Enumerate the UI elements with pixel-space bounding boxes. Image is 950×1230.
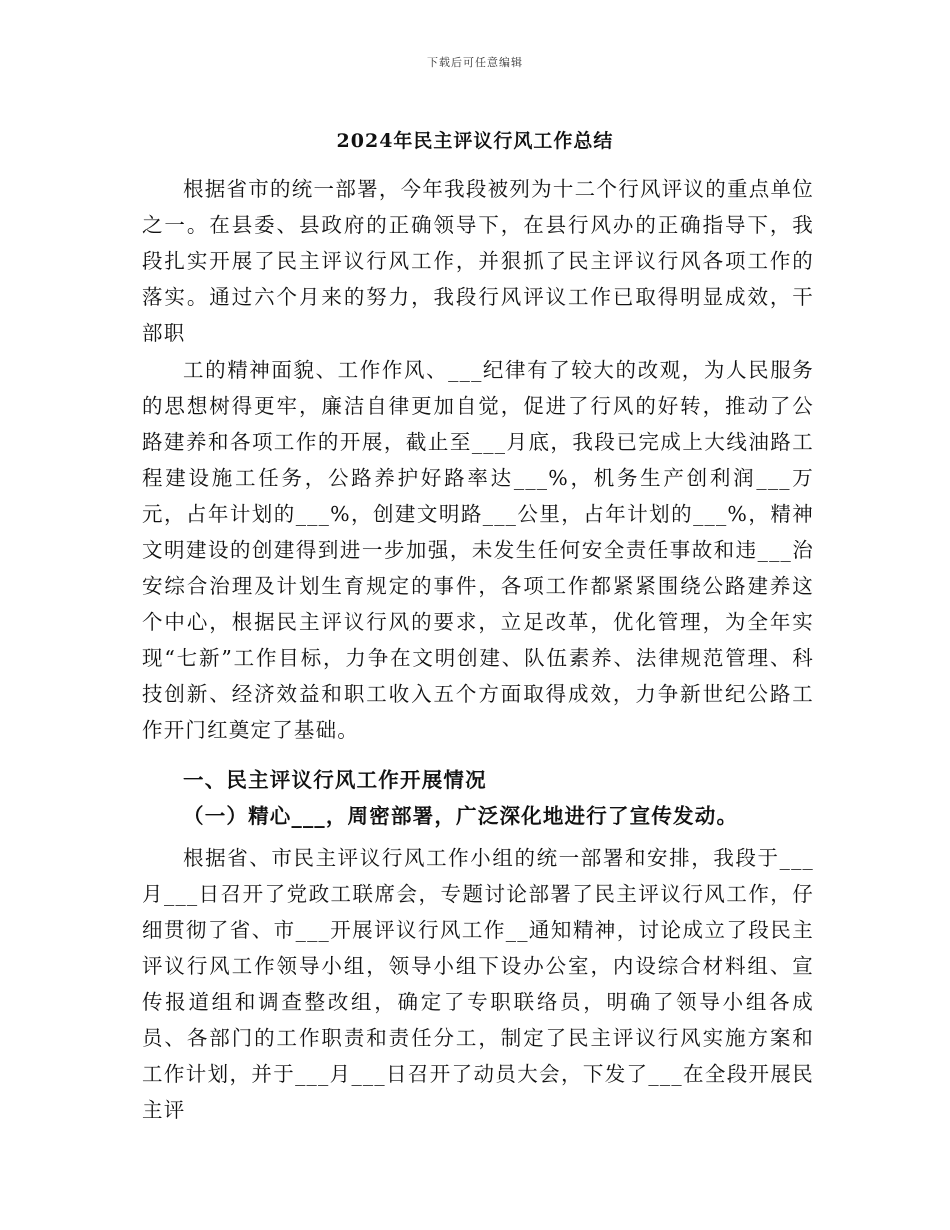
download-note: 下载后可任意编辑 [427,56,523,69]
paragraph-text: 根据省、市民主评议行风工作小组的统一部署和安排，我段于___月___日召开了党政工联席会，专题讨论部署了民主评议行风工作，仔细贯彻了省、市___开展评议行风工作__通知精神，讨论成立了段民主评议行风工作领导小组，领导小组下设办公室，内设综合材料组、宣传报道组和调查整改组，确定了专职联络员，明确了领导小组各成员、各部门的工作职责和责任分工，制定了民主评议行风实施方案和工作计划，并于___月___日召开了动员大会，下发了___在全段开展民主评 [142,846,814,1122]
subsection-heading [142,798,814,834]
paragraph-text: 工的精神面貌、工作作风、___纪律有了较大的改观，为人民服务的思想树得更牢，廉洁自律更加自觉，促进了行风的好转，推动了公路建养和各项工作的开展，截止至___月底，我段已完成上大线油路工程建设施工任务，公路养护好路率达___%，机务生产创利润___万元，占年计划的___%，创建文明路___公里，占年计划的___%，精神文明建设的创建得到进一步加强，未发生任何安全责任事故和违___治安综合治理及计划生育规定的事件，各项工作都紧紧围绕公路建养这个中心，根据民主评议行风的要求，立足改革，优化管理，为全年实现“七新”工作目标，力争在文明创建、队伍素养、法律规范管理、科技创新、经济效益和职工收入五个方面取得成效，力争新世纪公路工作开门红奠定了基础。 [142,358,814,742]
paragraph-text: 根据省市的统一部署，今年我段被列为十二个行风评议的重点单位之一。在县委、县政府的正确领导下，在县行风办的正确指导下，我段扎实开展了民主评议行风工作，并狠抓了民主评议行风各项工作的落实。通过六个月来的努力，我段行风评议工作已取得明显成效，干部职 [142,177,814,345]
section-heading-text: 一、民主评议行风工作开展情况 [183,768,487,792]
section-heading [142,762,814,798]
subsection-heading-text: （一）精心___，周密部署，广泛深化地进行了宣传发动。 [183,804,739,828]
paragraph-achievements [142,352,814,748]
paragraph-deployment [142,840,814,1128]
paragraph-intro [142,171,814,351]
document-title: 2024年民主评议行风工作总结 [336,130,614,152]
